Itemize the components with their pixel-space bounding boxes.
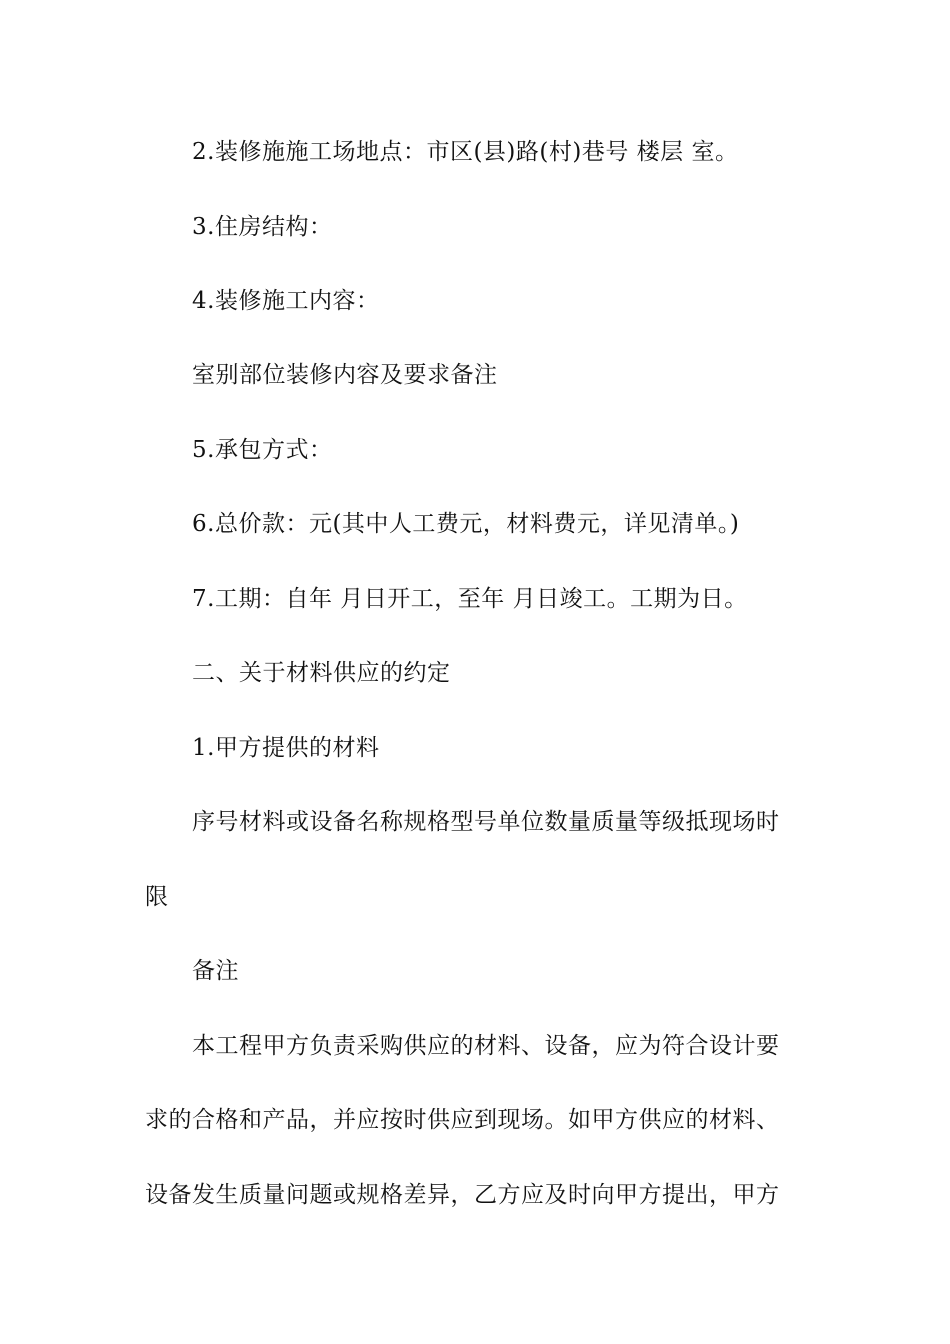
clause-work-content: 4.装修施工内容： bbox=[192, 288, 380, 314]
work-content-table-header: 室别部位装修内容及要求备注 bbox=[192, 362, 498, 388]
clause-party-a-materials: 1.甲方提供的材料 bbox=[192, 735, 380, 761]
clause-site-location: 2.装修施施工场地点：市区(县)路(村)巷号 楼层 室。 bbox=[192, 139, 739, 165]
paragraph-line: 求的合格和产品，并应按时供应到现场。如甲方供应的材料、 bbox=[145, 1107, 780, 1133]
clause-house-structure: 3.住房结构： bbox=[192, 214, 333, 240]
paragraph-line: 设备发生质量问题或规格差异，乙方应及时向甲方提出，甲方 bbox=[145, 1182, 780, 1208]
paragraph-line: 本工程甲方负责采购供应的材料、设备，应为符合设计要 bbox=[192, 1033, 780, 1059]
clause-contract-method: 5.承包方式： bbox=[192, 437, 333, 463]
materials-table-header: 序号材料或设备名称规格型号单位数量质量等级抵现场时 bbox=[192, 809, 780, 835]
clause-duration: 7.工期：自年 月日开工，至年 月日竣工。工期为日。 bbox=[192, 586, 748, 612]
section-heading-materials: 二、关于材料供应的约定 bbox=[192, 660, 451, 686]
materials-table-header-cont: 限 bbox=[145, 884, 169, 910]
materials-table-remarks: 备注 bbox=[192, 958, 239, 984]
clause-total-price: 6.总价款：元(其中人工费元，材料费元，详见清单。) bbox=[192, 511, 740, 537]
